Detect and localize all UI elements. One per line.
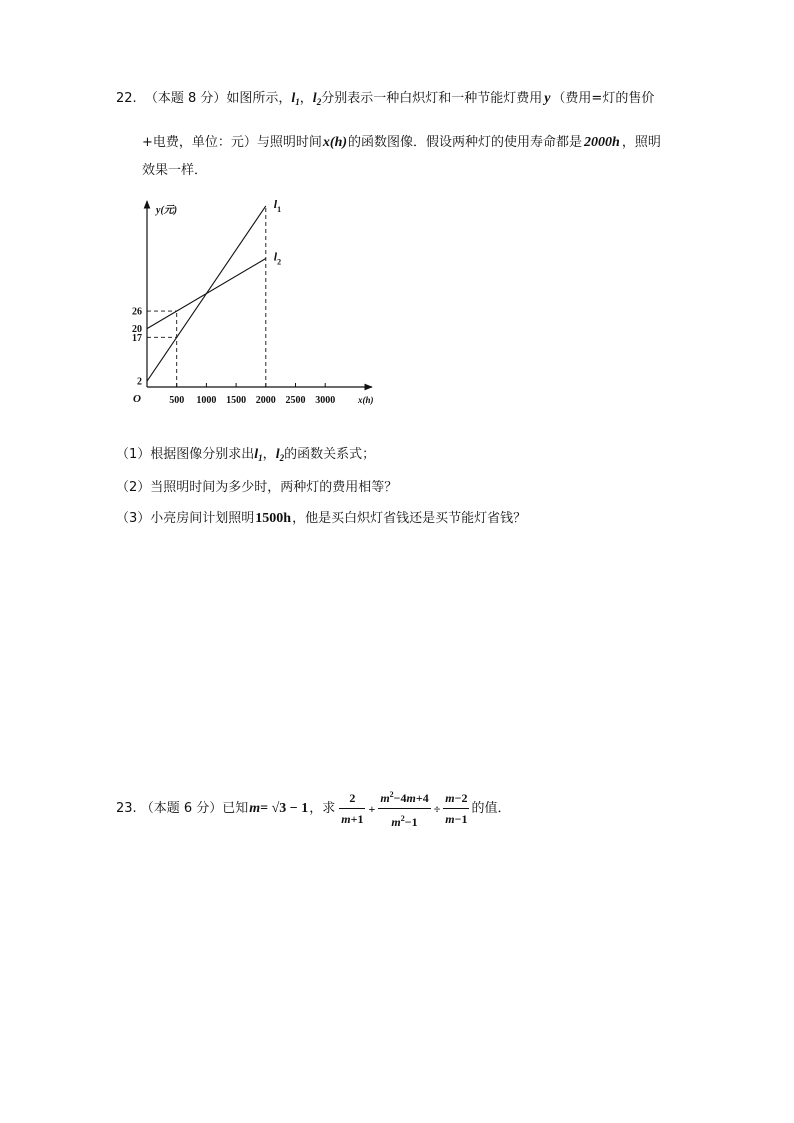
q23-text-2: ，求 [309,800,336,816]
x-axis-label: x(h) [358,395,374,405]
x-tick-label-2000: 2000 [255,395,276,406]
q22-text-1: 如图所示， [226,91,292,106]
q22-sub1-l2: $l_2$ [275,447,285,463]
q23-line [116,786,511,831]
q22-line1 [116,90,654,111]
q22-points: （本题 8 分） [144,91,227,106]
y-tick-label-17: 17 [132,332,142,344]
q22-line2-c: ，照明 [621,135,661,150]
q22-line2-b: 的函数图像．假设两种灯的使用寿命都是 [348,135,583,150]
q22-sub1-sep: ， [262,447,276,462]
q22-text-3: （费用=灯的售价 [552,91,655,106]
q22-sub3 [116,510,526,528]
series-line-l2 [147,259,266,329]
origin-label: O [133,393,141,405]
q22-text-2: 分别表示一种白炽灯和一种节能灯费用 [321,91,543,106]
x-tick-label-1000: 1000 [196,395,217,406]
q23-text-1: 已知 [222,800,249,816]
q22-l2-symbol: $l_2$ [312,91,322,107]
q22-life-value: 2000h [584,135,620,150]
q22-sub1-l1: $l_1$ [254,447,263,463]
x-tick-label-3000: 3000 [315,395,336,406]
q22-number: 22. [116,91,137,106]
q22-sub1-b: 的函数关系式； [284,447,376,462]
q23-fraction-3: $\frac{m-2}{m-1}$ [445,791,468,826]
y-tick-label-2: 2 [137,376,142,388]
q22-sub1-a: （1）根据图像分别求出 [116,447,255,462]
x-tick-label-500: 500 [169,395,185,406]
q22-line2 [142,134,661,152]
q23-divide: ÷ [433,801,441,816]
x-tick-label-1500: 1500 [226,395,247,406]
q22-y-symbol: y [544,91,551,106]
q23-fraction-2: $\frac{m^2-4m+4}{m^2-1}$ [378,786,430,831]
q23-plus: + [368,801,376,816]
q22-line3: 效果一样． [142,163,208,178]
q22-xh-symbol: x(h) [322,135,348,150]
q22-graph [110,195,390,415]
q23-m-equation: m= √3 − 1 [249,800,309,816]
y-axis-label: y(元) [156,205,178,216]
q23-points: （本题 6 分） [140,800,223,816]
y-tick-label-26: 26 [132,306,142,318]
q22-line2-a: +电费，单位：元）与照明时间 [142,135,322,150]
q22-sub2: （2）当照明时间为多少时，两种灯的费用相等？ [116,480,398,495]
q23-text-3: 的值． [471,800,511,816]
q22-l1-symbol: $l_1$ [291,91,300,107]
q22-comma: ， [299,91,313,106]
q22-sub1 [116,446,375,467]
series-label-l2: $l_2$ [273,249,282,267]
q22-sub3-a: （3）小亮房间计划照明 [116,511,255,526]
q22-sub3-b: ，他是买白炽灯省钱还是买节能灯省钱？ [292,511,527,526]
q22-sub3-value: 1500h [255,511,292,526]
x-tick-label-2500: 2500 [285,395,306,406]
series-label-l1: $l_1$ [273,196,282,214]
y-tick-label-20: 20 [132,324,142,336]
q23-fraction-1: $\frac{2}{m+1}$ [341,791,364,826]
q23-number: 23. [116,800,137,816]
